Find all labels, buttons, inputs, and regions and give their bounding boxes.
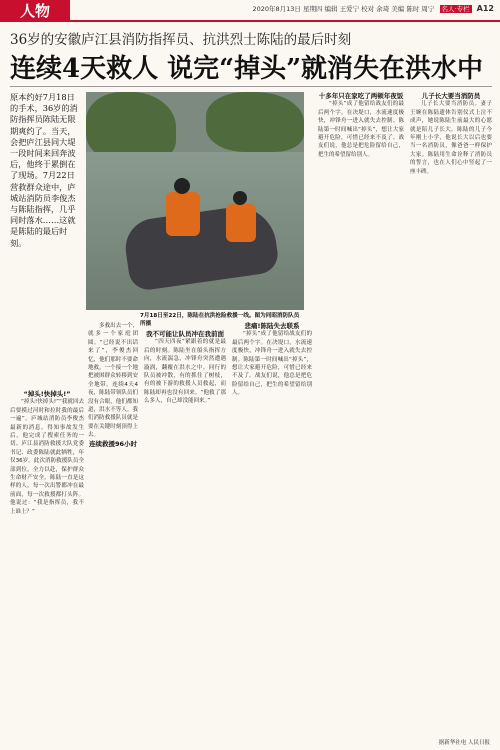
article-column-3 xyxy=(144,330,226,745)
article-column-2 xyxy=(88,322,138,745)
article-column-6 xyxy=(410,92,492,732)
article-headline: 连续4天救人 说完“掉头”就消失在洪水中 xyxy=(10,54,484,84)
photo-caption: 7月18日至22日，陈陆在抗洪抢险救援一线。图为同昭消防队员所摄 xyxy=(140,313,300,327)
subhead: 连续救援96小时 xyxy=(88,439,138,448)
column-text: “掉头”成了他留给战友们的最后两个字。在决堤口，水流速度极快，冲锋舟一进入就失去控制。陈陆第一时间喊出“掉头”，想让大家避开危险，可惜已经来不及了。战友们说，他总是把危险留给自己，把生的希望留给别人。 xyxy=(232,331,312,397)
subhead: 儿子长大要当消防员 xyxy=(421,92,481,100)
section-tab: 人物 xyxy=(0,0,70,22)
column-text: 多救出去一个，就多一个家庭团圆。“已经说不出话来了”，李俊杰回忆，他们那时不要命地救，一个接一个地把被困群众转移到安全地带。连续4天4夜，陈陆带领队员们没有合眼，他们都知道，洪水不等人。我们消防救援队员就是要在关键时刻顶得上去。 xyxy=(88,323,138,439)
subhead: 我不可能让队员冲在我前面 xyxy=(146,330,224,338)
column-text: “掉头!快掉头!”“我就回去后要摸过河时和拉时我的最后一遍”，庐城站消防员李俊杰最新的消息。得知事故发生后，他完成了搜索任务的一切。庐江县消防救援大队党委书记、政委陈陆就此牺牲，年仅36岁。此次消防救援队员全部到位，全力以赴，保护群众生命财产安全。陈陆一直是这样的人，每一次出警都冲在最前面，每一次救援都打头阵。他说过：“我是指挥员，我不上谁上？” xyxy=(10,399,84,515)
article-column-1 xyxy=(10,390,84,745)
article-lead: 原本约好7月18日的手术，36岁的消防指挥员陈陆无限期爽约了。当天，会把庐江县同大堤一段时间来回奔波后，他终于累倒在了现场。7月22日营救群众途中，庐城站消防员李俊杰与陈陆指挥，几乎同时落水……这就是陈陆的最后时刻。 xyxy=(10,92,78,248)
page-number: A12 xyxy=(476,4,494,13)
photo-rescuer xyxy=(166,192,200,236)
headline-rule xyxy=(10,86,492,87)
photo-rescuer-head xyxy=(174,178,190,194)
dateline xyxy=(252,4,494,13)
column-text: 儿子长大要当消防员。妻子王婉在陈陆遗体告别仪式上泣不成声，她说陈陆生前最大的心愿就是陪儿子长大。陈陆的儿子今年刚上小学，他说长大以后也要当一名消防员，像爸爸一样保护大家。陈陆用生命诠释了消防员的誓言，也在人们心中竖起了一座丰碑。 xyxy=(410,101,492,175)
article-column-5 xyxy=(318,92,404,745)
subhead: 悲痛!陈陆失去联系 xyxy=(244,322,300,330)
column-text: “掉头”成了他留给战友们的最后两个字。在决堤口，水流速度极快，冲锋舟一进入就失去控制。陈陆第一时间喊出“掉头”，想让大家避开危险，可惜已经来不及了。战友们说，他总是把危险留给自己，把生的希望留给别人。 xyxy=(318,101,404,158)
subhead: “掉头!快掉头!” xyxy=(23,390,71,398)
article-column-4 xyxy=(232,92,312,745)
article-byline: 据新华社电 人民日报 xyxy=(438,740,490,746)
page-header xyxy=(0,0,500,22)
subhead: 十多年只在家吃了两顿年夜饭 xyxy=(318,92,404,100)
dateline-text: 2020年8月13日 星期四 编辑 王爱宁 校对 余琦 美编 陈时 周宁 xyxy=(252,5,435,13)
article-subtitle: 36岁的安徽庐江县消防指挥员、抗洪烈士陈陆的最后时刻 xyxy=(10,32,352,48)
column-tag: 名人·专栏 xyxy=(441,5,470,13)
section-divider xyxy=(70,20,500,22)
column-text: “四天四夜”紧跟着的就是最后的时刻。陈陆坐在船头指挥方向，水流湍急，冲锋舟突然遭遇漩涡，翻覆在洪水之中。同行的队员被冲散，有的抓住了树枝，有的被下游的救援人员救起，而陈陆却再也没有回来。“他救了那么多人，自己却没能回来。” xyxy=(144,339,226,405)
